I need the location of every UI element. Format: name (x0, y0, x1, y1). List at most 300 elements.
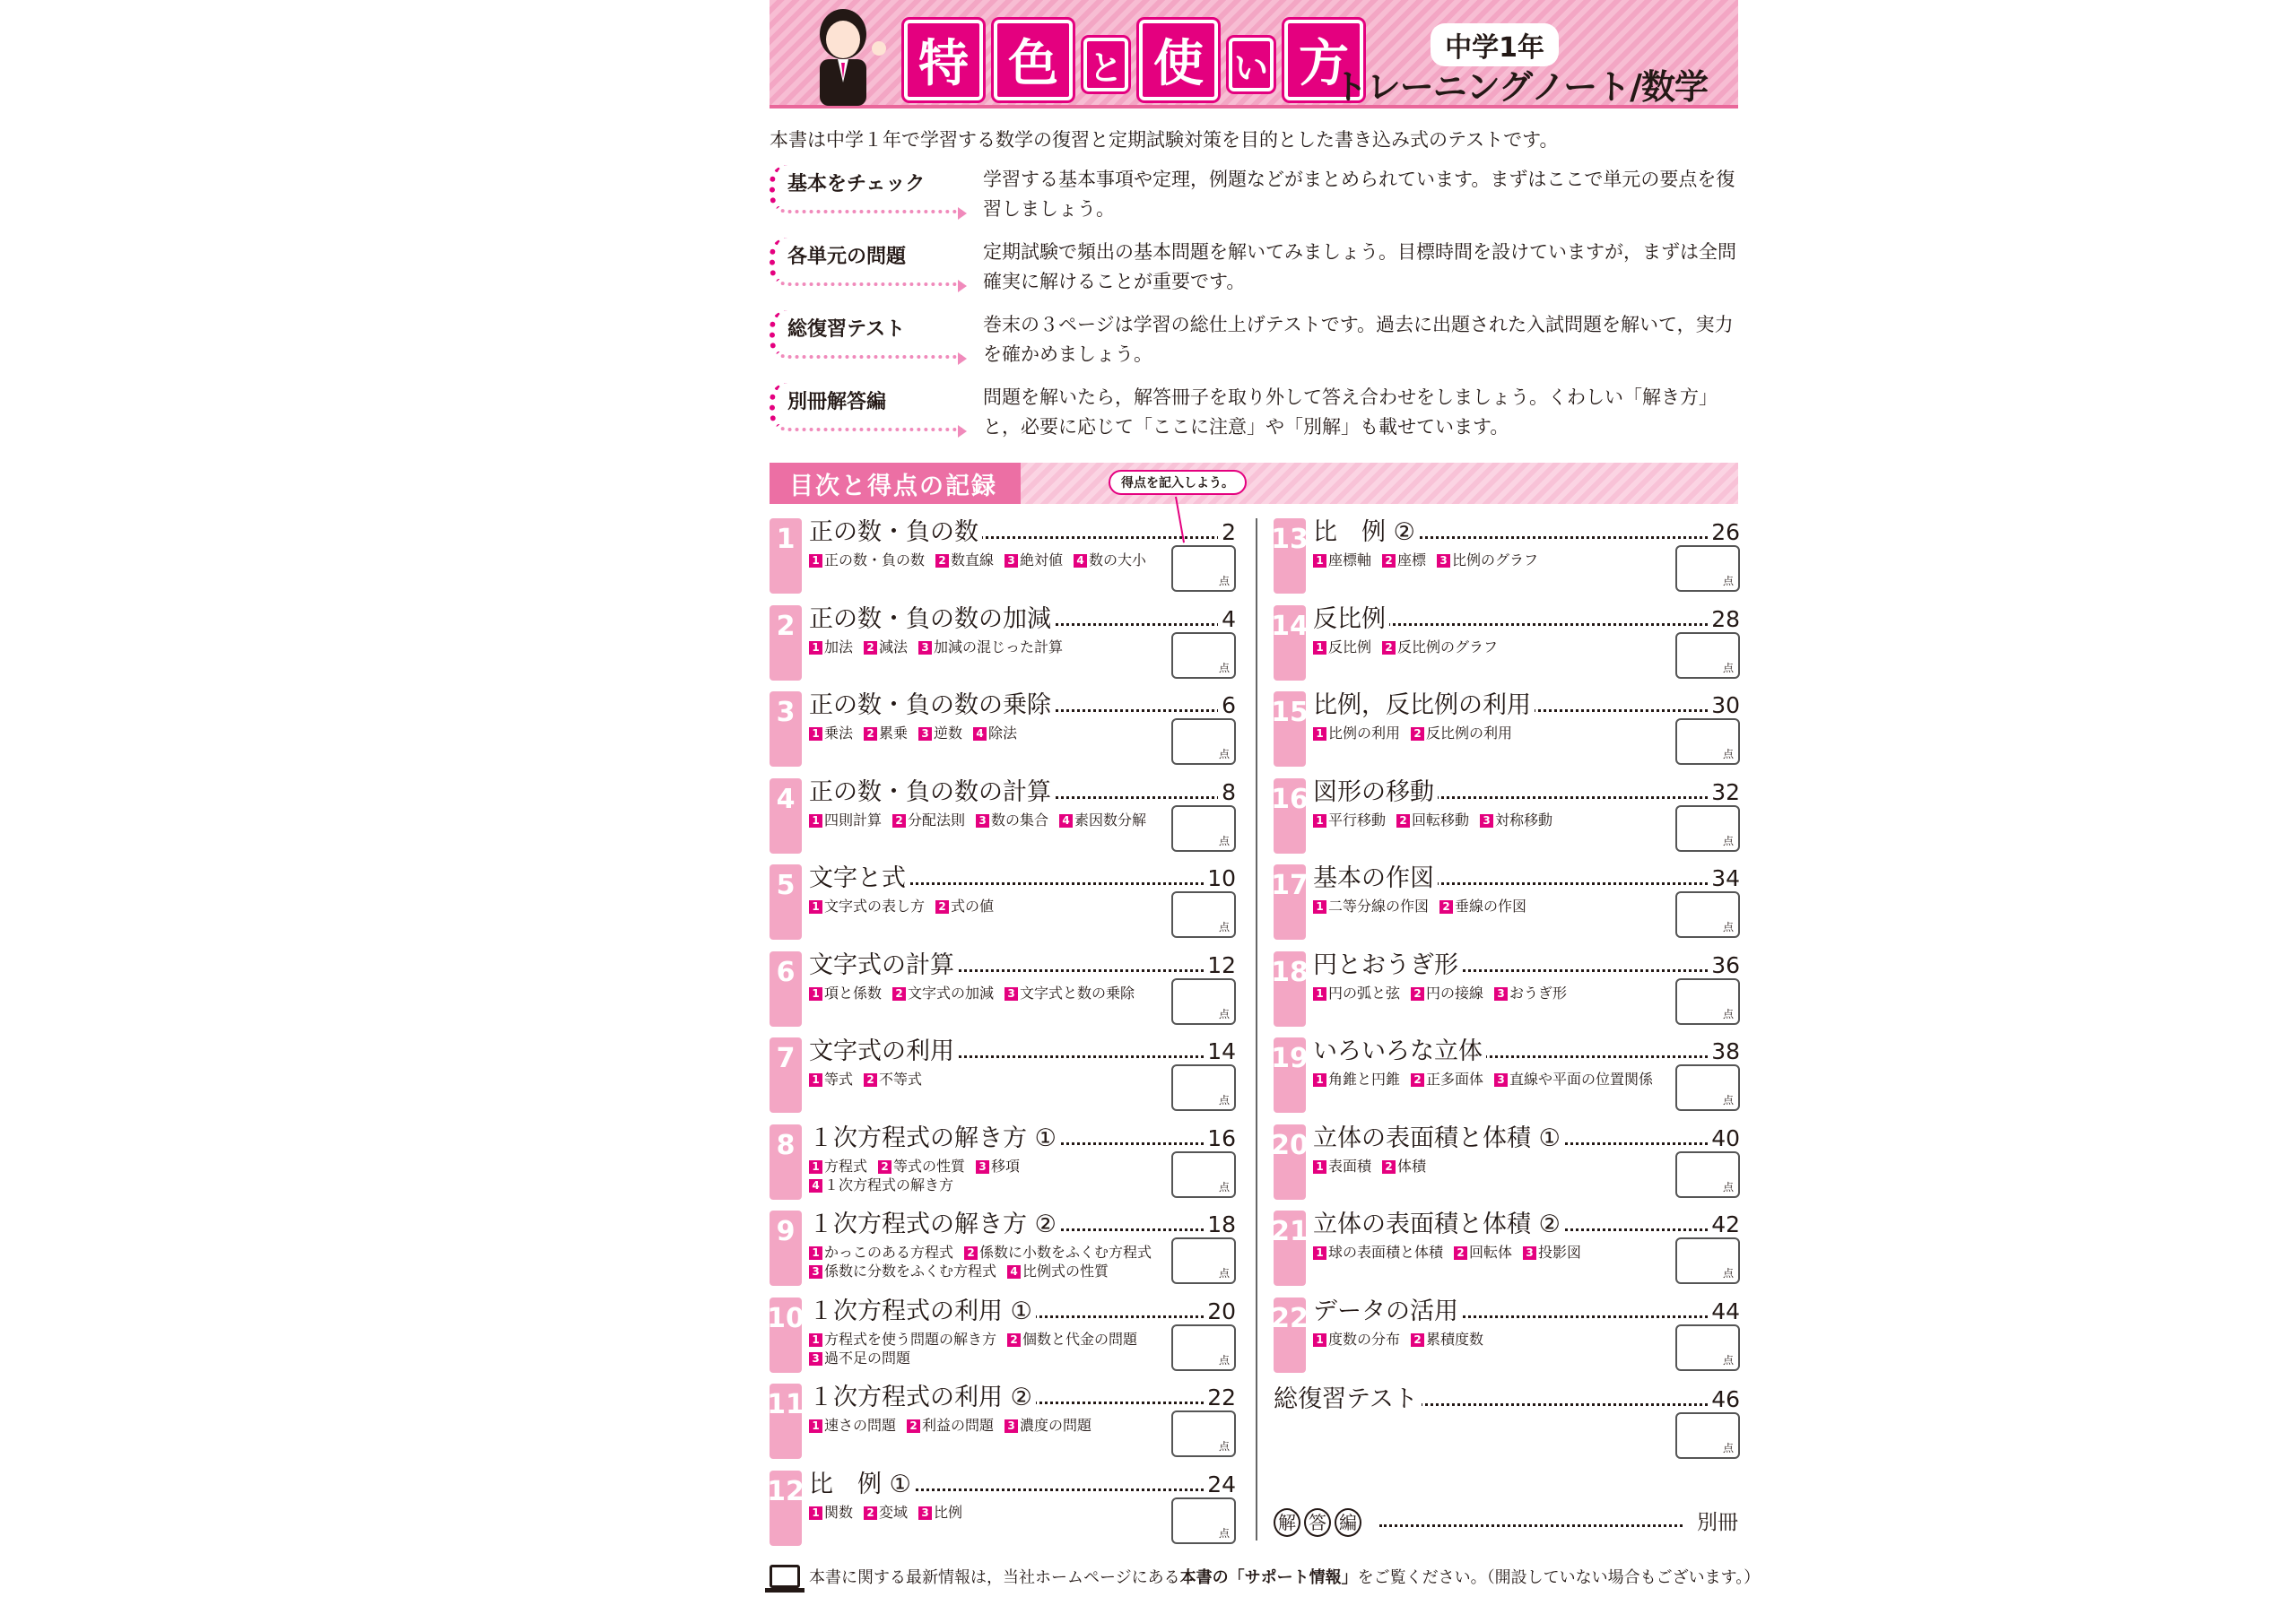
score-unit: 点 (1722, 661, 1734, 674)
subtopic-label: 式の値 (951, 898, 995, 915)
subtopic-number: 2 (892, 987, 906, 1001)
entry-title[interactable]: 比 例 ② (1313, 518, 1419, 547)
subtopic-label: 係数に小数をふくむ方程式 (979, 1244, 1152, 1261)
feature-item (770, 238, 1738, 300)
hero-char: 方 (1284, 20, 1363, 100)
entry-title[interactable]: 正の数・負の数の計算 (809, 778, 1055, 807)
subtopic-label: 円の接線 (1426, 984, 1484, 1002)
entry-page: 42 (1708, 1211, 1740, 1239)
entry-page: 28 (1708, 605, 1740, 634)
subtopic (1004, 551, 1063, 569)
subtopic-number: 3 (1437, 554, 1450, 568)
entry-page: 4 (1218, 605, 1236, 634)
subtopic-number: 2 (1396, 814, 1410, 828)
subtopic-number: 1 (1313, 987, 1326, 1001)
subtopic-label: 回転体 (1469, 1244, 1513, 1261)
subtopic-number: 2 (1411, 987, 1424, 1001)
subtopic (918, 724, 962, 742)
hero-char: と (1083, 38, 1128, 91)
subtopic-number: 1 (1313, 1160, 1326, 1174)
subtopic (1480, 811, 1552, 829)
toc-entry (1271, 950, 1740, 1032)
subtopic-list (809, 1330, 1168, 1367)
subtopic-list (809, 1243, 1168, 1280)
score-box[interactable] (1171, 891, 1236, 938)
subtopic-number: 3 (976, 1160, 989, 1174)
answer-key-label (1274, 1508, 1361, 1537)
subtopic-number: 1 (1313, 814, 1326, 828)
unit-number: 5 (770, 864, 802, 940)
toc-entry (770, 951, 1236, 1032)
entry-page: 30 (1708, 691, 1740, 720)
subtopic-label: 数の集合 (991, 811, 1049, 829)
unit-number: 6 (770, 951, 802, 1027)
unit-number: 12 (770, 1471, 802, 1546)
subtopic-label: 数直線 (951, 551, 995, 568)
subtopic (892, 984, 994, 1002)
entry-title[interactable]: いろいろな立体 (1313, 1037, 1486, 1066)
subtopic-number: 1 (809, 1333, 822, 1347)
subtopic-label: 球の表面積と体積 (1328, 1244, 1444, 1261)
toc-entry (1271, 691, 1740, 772)
subtopic-label: 正の数・負の数 (824, 551, 926, 568)
score-box[interactable] (1675, 1324, 1740, 1371)
score-note: 得点を記入しよう。 (1109, 470, 1247, 495)
entry-title[interactable]: 正の数・負の数の加減 (809, 605, 1055, 634)
footer-note (770, 1565, 1761, 1588)
feature-tag-label: 総復習テスト (787, 318, 906, 341)
toc-entry (770, 605, 1236, 686)
subtopic-list (1313, 984, 1672, 1002)
subtopic-label: 分配法則 (908, 811, 966, 829)
subtopic-label: 累積度数 (1426, 1330, 1484, 1348)
subtopic-number: 4 (973, 727, 987, 741)
subtopic-number: 3 (1004, 554, 1018, 568)
entry-page: 32 (1708, 778, 1740, 807)
subtopic-list (809, 1503, 1168, 1522)
subtopic (864, 724, 908, 742)
score-unit: 点 (1722, 1007, 1734, 1020)
subtopic-number: 1 (1313, 1333, 1326, 1347)
subtopic-number: 2 (1382, 641, 1396, 655)
score-box[interactable] (1675, 718, 1740, 765)
subtopic (1411, 984, 1483, 1002)
footer-support-link[interactable]: 本書の「サポート情報」 (1179, 1568, 1358, 1587)
subtopic-number: 3 (918, 727, 932, 741)
subtopic-number: 3 (1004, 987, 1018, 1001)
score-box[interactable] (1171, 545, 1236, 592)
subtopic (1007, 1262, 1109, 1280)
subtopic-number: 1 (809, 1073, 822, 1087)
arrow-icon (958, 207, 967, 220)
entry-title[interactable]: データの活用 (1313, 1298, 1462, 1326)
entry-page: 46 (1708, 1385, 1740, 1414)
feature-desc: 巻末の３ページは学習の総仕上げテストです。過去に出題された入試問題を解いて，実力を確かめましょう。 (983, 314, 1734, 365)
arrow-icon (958, 425, 967, 438)
entry-title[interactable]: １次方程式の解き方 ① (809, 1124, 1060, 1153)
subtopic-list (809, 1070, 1168, 1089)
subtopic (1439, 897, 1526, 916)
score-box[interactable] (1675, 805, 1740, 852)
score-box[interactable] (1675, 1064, 1740, 1111)
subtopic-number: 2 (864, 727, 877, 741)
subtopic-label: 加法 (824, 638, 854, 655)
subtopic (1396, 811, 1469, 829)
unit-number: 16 (1274, 778, 1306, 854)
subtopic-list (809, 551, 1168, 569)
entry-page: 18 (1204, 1211, 1236, 1239)
subtopic-number: 2 (864, 1506, 877, 1520)
subtopic-label: 二等分線の作図 (1328, 898, 1430, 915)
subtopic-label: 平行移動 (1328, 811, 1387, 829)
subtopic-list (1313, 1243, 1672, 1262)
subtopic-label: 絶対値 (1020, 551, 1064, 568)
toc-entry (770, 1211, 1236, 1291)
subtopic-label: 個数と代金の問題 (1022, 1330, 1138, 1348)
score-box[interactable] (1675, 891, 1740, 938)
subtopic-number: 3 (1523, 1246, 1536, 1260)
subtopic (809, 1262, 996, 1280)
leader-dots (1379, 1524, 1683, 1527)
subtopic-list (809, 897, 1168, 916)
feature-tag-label: 基本をチェック (787, 173, 926, 195)
subtopic (1523, 1243, 1581, 1262)
entry-page: 16 (1204, 1124, 1236, 1153)
subtopic-list (1313, 551, 1672, 569)
subtopic-label: 文字式の表し方 (824, 898, 926, 915)
score-unit: 点 (1218, 1094, 1230, 1107)
score-unit: 点 (1218, 575, 1230, 587)
toc-entry (770, 518, 1236, 599)
subtopic (1313, 551, 1371, 569)
teacher-illustration-icon (796, 4, 895, 106)
unit-number: 10 (770, 1298, 802, 1373)
unit-number: 3 (770, 691, 802, 767)
unit-number: 7 (770, 1037, 802, 1113)
score-unit: 点 (1722, 575, 1734, 587)
subtopic-label: 座標軸 (1328, 551, 1372, 568)
entry-page: 6 (1218, 691, 1236, 720)
subtopic-number: 2 (935, 554, 949, 568)
score-box[interactable] (1171, 1324, 1236, 1371)
footer-text: をご覧ください。（開設していない場合もございます。） (1357, 1568, 1761, 1587)
entry-page: 10 (1204, 864, 1236, 893)
subtopic-label: 減法 (879, 638, 909, 655)
unit-number: 11 (770, 1384, 802, 1459)
hero-char: 特 (904, 20, 983, 100)
series-name: トレーニングノート/数学 (1333, 67, 1708, 107)
subtopic-number: 2 (864, 1073, 877, 1087)
score-box[interactable] (1171, 1497, 1236, 1544)
entry-page: 22 (1204, 1384, 1236, 1412)
subtopic (1007, 1330, 1137, 1349)
subtopic (1313, 1070, 1400, 1089)
toc-entry (767, 1384, 1236, 1464)
feature-desc: 定期試験で頻出の基本問題を解いてみましょう。目標時間を設けていますが，まずは全問確実に解けることが重要です。 (983, 241, 1736, 292)
subtopic-label: 累乗 (879, 725, 909, 742)
subtopic-label: 反比例 (1328, 638, 1372, 655)
score-unit: 点 (1218, 1353, 1230, 1367)
subtopic-label: 体積 (1397, 1157, 1427, 1175)
subtopic-number: 4 (1007, 1265, 1021, 1279)
unit-number: 9 (770, 1211, 802, 1286)
unit-number: 19 (1274, 1037, 1306, 1113)
score-unit: 点 (1218, 748, 1230, 760)
answer-char: 答 (1304, 1508, 1331, 1537)
subtopic-label: 四則計算 (824, 811, 883, 829)
subtopic (1313, 1243, 1443, 1262)
unit-number: 2 (770, 605, 802, 681)
subtopic (976, 811, 1048, 829)
subtopic-label: 角錐と円錐 (1328, 1071, 1401, 1088)
score-box[interactable] (1675, 1412, 1740, 1459)
review-test-entry (1274, 1385, 1740, 1466)
entry-title[interactable]: 反比例 (1313, 605, 1389, 634)
subtopic-label: 乗法 (824, 725, 854, 742)
subtopic (809, 638, 853, 656)
entry-title[interactable]: １次方程式の利用 ② (809, 1384, 1036, 1412)
feature-desc: 問題を解いたら，解答冊子を取り外して答え合わせをしましょう。くわしい「解き方」と，必要に応じて「ここに注意」や「別解」も載せています。 (983, 386, 1718, 438)
toc-entry (770, 1124, 1236, 1205)
entry-title: 総復習テスト (1274, 1385, 1422, 1414)
entry-title[interactable]: 文字と式 (809, 864, 909, 893)
subtopic (864, 1503, 908, 1522)
feature-tag-label: 各単元の問題 (787, 246, 907, 268)
entry-page: 20 (1204, 1298, 1236, 1326)
subtopic-list (809, 811, 1168, 829)
subtopic-number: 3 (1494, 987, 1508, 1001)
subtopic (1437, 551, 1538, 569)
subtopic (935, 551, 994, 569)
hero-title (904, 20, 1363, 100)
entry-title[interactable]: 比例，反比例の利用 (1313, 691, 1535, 720)
score-unit: 点 (1722, 1267, 1734, 1280)
subtopic-number: 1 (809, 1506, 822, 1520)
entry-title[interactable]: 図形の移動 (1313, 778, 1438, 807)
subtopic-number: 2 (907, 1419, 920, 1433)
unit-number: 22 (1274, 1298, 1306, 1373)
subtopic-number: 1 (809, 814, 822, 828)
score-box[interactable] (1171, 1237, 1236, 1284)
entry-title[interactable]: 立体の表面積と体積 ② (1313, 1211, 1564, 1239)
header-banner (770, 0, 1738, 108)
subtopic-number: 3 (1480, 814, 1493, 828)
score-box[interactable] (1675, 1151, 1740, 1198)
subtopic (1313, 1157, 1371, 1176)
score-box[interactable] (1171, 978, 1236, 1025)
subtopic (1313, 638, 1371, 656)
subtopic-list (1313, 1070, 1672, 1089)
series-grade: 中学1年 (1431, 23, 1559, 66)
entry-title[interactable]: 文字式の利用 (809, 1037, 958, 1066)
subtopic-label: 回転移動 (1412, 811, 1470, 829)
subtopic-label: 関数 (824, 1503, 854, 1521)
subtopic (907, 1416, 994, 1435)
subtopic (1454, 1243, 1512, 1262)
subtopic (1382, 551, 1426, 569)
feature-desc: 学習する基本事項や定理，例題などがまとめられています。まずはここで単元の要点を復習しましょう。 (983, 169, 1735, 220)
entry-page: 14 (1204, 1037, 1236, 1066)
score-box[interactable] (1675, 1237, 1740, 1284)
subtopic-number: 3 (918, 1506, 932, 1520)
subtopic-label: 不等式 (879, 1071, 923, 1088)
subtopic (864, 638, 908, 656)
subtopic-number: 2 (1382, 1160, 1396, 1174)
unit-number: 20 (1274, 1124, 1306, 1200)
entry-title[interactable]: 正の数・負の数 (809, 518, 982, 547)
subtopic-number: 1 (1313, 1073, 1326, 1087)
toc-entry (770, 691, 1236, 772)
subtopic (809, 551, 925, 569)
entry-page: 2 (1218, 518, 1236, 547)
entry-title[interactable]: 比 例 ① (809, 1471, 915, 1499)
subtopic-number: 1 (809, 987, 822, 1001)
subtopic-number: 3 (809, 1352, 822, 1366)
entry-title[interactable]: 立体の表面積と体積 ① (1313, 1124, 1564, 1153)
subtopic (1313, 724, 1400, 742)
score-box[interactable] (1171, 1410, 1236, 1457)
score-box[interactable] (1675, 632, 1740, 679)
subtopic (809, 724, 853, 742)
subtopic-label: 文字式と数の乗除 (1020, 984, 1135, 1002)
computer-icon (770, 1565, 800, 1588)
arrow-icon (958, 352, 967, 365)
subtopic-label: 除法 (988, 725, 1018, 742)
score-unit: 点 (1722, 1353, 1734, 1367)
subtopic (1059, 811, 1146, 829)
subtopic-number: 2 (878, 1160, 891, 1174)
subtopic (1313, 897, 1429, 916)
subtopic-list (809, 1157, 1168, 1194)
subtopic-number: 1 (809, 900, 822, 914)
entry-page: 44 (1708, 1298, 1740, 1326)
subtopic (809, 1503, 853, 1522)
subtopic (935, 897, 994, 916)
subtopic (1494, 984, 1567, 1002)
subtopic-label: 反比例のグラフ (1397, 638, 1499, 655)
score-box[interactable] (1171, 632, 1236, 679)
subtopic (964, 1243, 1152, 1262)
page (767, 0, 1761, 1623)
entry-title[interactable]: 正の数・負の数の乗除 (809, 691, 1055, 720)
score-unit: 点 (1218, 834, 1230, 847)
subtopic-number: 3 (809, 1265, 822, 1279)
subtopic-list (809, 724, 1168, 742)
subtopic (1004, 984, 1135, 1002)
feature-tag (770, 310, 962, 359)
subtopic-label: 等式 (824, 1071, 854, 1088)
subtopic (878, 1157, 965, 1176)
subtopic-label: 投影図 (1538, 1244, 1582, 1261)
unit-number: 1 (770, 518, 802, 594)
subtopic-list (1313, 1330, 1672, 1349)
score-unit: 点 (1218, 1267, 1230, 1280)
subtopic-label: 変域 (879, 1503, 909, 1521)
subtopic-number: 2 (1454, 1246, 1467, 1260)
subtopic (1313, 984, 1400, 1002)
subtopic-label: 係数に分数をふくむ方程式 (824, 1263, 997, 1280)
subtopic-number: 1 (809, 554, 822, 568)
score-unit: 点 (1218, 661, 1230, 674)
subtopic (1411, 1330, 1483, 1349)
toc-entry (1271, 1297, 1740, 1378)
subtopic (918, 1503, 962, 1522)
subtopic-label: 濃度の問題 (1020, 1417, 1092, 1434)
score-box[interactable] (1171, 1064, 1236, 1111)
entry-title[interactable]: 基本の作図 (1313, 864, 1438, 893)
subtopic-label: かっこのある方程式 (824, 1244, 954, 1261)
subtopic-number: 1 (809, 1160, 822, 1174)
feature-tag-label: 別冊解答編 (787, 391, 887, 413)
entry-title[interactable]: 文字式の計算 (809, 951, 958, 980)
subtopic-label: 比例 (934, 1503, 963, 1521)
score-unit: 点 (1722, 834, 1734, 847)
subtopic-number: 1 (809, 1246, 822, 1260)
subtopic-number: 4 (809, 1179, 822, 1193)
subtopic (809, 897, 925, 916)
score-unit: 点 (1722, 921, 1734, 933)
entry-title[interactable]: １次方程式の解き方 ② (809, 1211, 1060, 1239)
subtopic-label: 比例の利用 (1328, 725, 1401, 742)
score-unit: 点 (1722, 748, 1734, 760)
subtopic (809, 1349, 910, 1367)
subtopic-number: 3 (1004, 1419, 1018, 1433)
entry-title[interactable]: １次方程式の利用 ① (809, 1298, 1036, 1326)
subtopic-label: 座標 (1397, 551, 1427, 568)
subtopic-number: 3 (918, 641, 932, 655)
score-box[interactable] (1675, 545, 1740, 592)
subtopic (1313, 811, 1386, 829)
toc-entry (770, 778, 1236, 859)
subtopic (864, 1070, 922, 1089)
subtopic (1494, 1070, 1653, 1089)
subtopic-number: 1 (809, 641, 822, 655)
hero-char: い (1229, 38, 1274, 91)
subtopic-label: 等式の性質 (893, 1157, 966, 1175)
toc-entry (1271, 1211, 1740, 1291)
answer-page: 別冊 (1697, 1511, 1738, 1534)
unit-number: 8 (770, 1124, 802, 1200)
subtopic-label: 正多面体 (1426, 1071, 1484, 1088)
score-box[interactable] (1171, 1151, 1236, 1198)
subtopic-number: 2 (1411, 1333, 1424, 1347)
toc-entry (770, 864, 1236, 945)
subtopic (1411, 1070, 1483, 1089)
subtopic-number: 1 (1313, 900, 1326, 914)
subtopic (809, 1330, 996, 1349)
subtopic-number: 2 (1439, 900, 1453, 914)
entry-title[interactable]: 円とおうぎ形 (1313, 951, 1462, 980)
unit-number: 13 (1274, 518, 1306, 594)
subtopic (809, 1157, 867, 1176)
score-unit: 点 (1218, 1440, 1230, 1453)
subtopic-number: 3 (976, 814, 989, 828)
subtopic-label: 方程式 (824, 1157, 868, 1175)
subtopic (1382, 638, 1498, 656)
toc-title: 目次と得点の記録 (770, 463, 1021, 504)
score-box[interactable] (1675, 978, 1740, 1025)
subtopic (809, 811, 882, 829)
score-box[interactable] (1171, 805, 1236, 852)
entry-page: 40 (1708, 1124, 1740, 1153)
subtopic-list (1313, 724, 1672, 742)
subtopic-number: 1 (1313, 1246, 1326, 1260)
toc-entry (767, 1470, 1236, 1551)
subtopic-label: 反比例の利用 (1426, 725, 1513, 742)
entry-page: 12 (1204, 951, 1236, 980)
score-box[interactable] (1171, 718, 1236, 765)
subtopic-label: 垂線の作図 (1455, 898, 1527, 915)
